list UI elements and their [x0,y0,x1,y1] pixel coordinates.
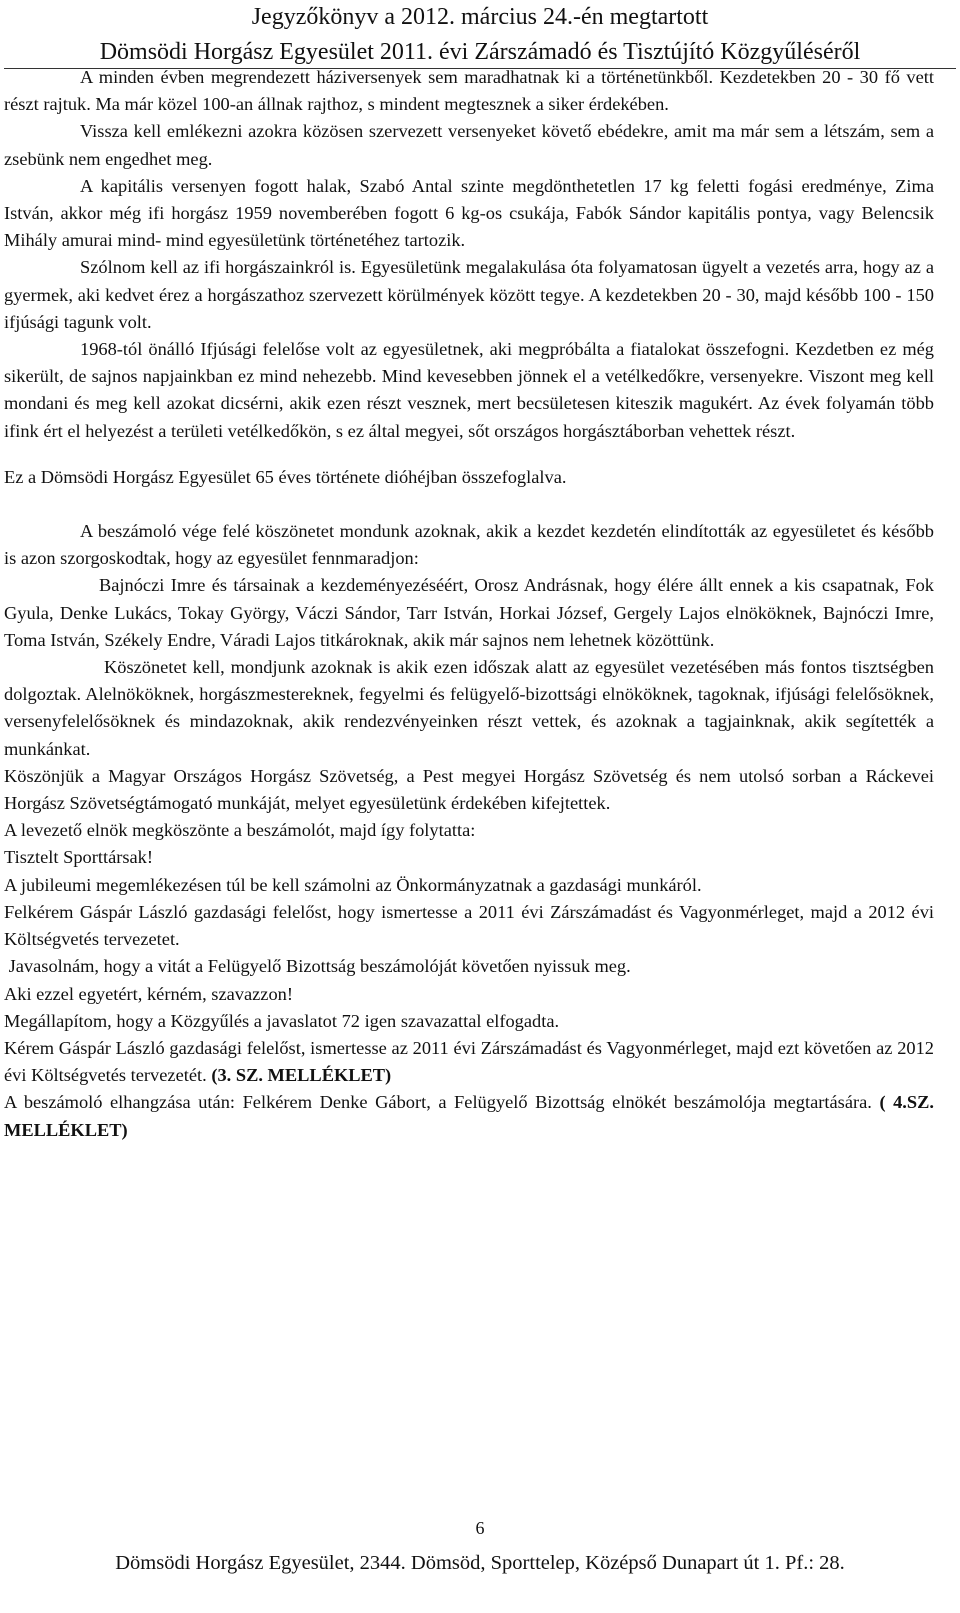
paragraph-annex-3 [4,1035,934,1089]
page-footer [0,1516,960,1578]
paragraph-annex-4 [4,1089,934,1143]
paragraph-founders: Bajnóczi Imre és társainak a kezdeményezéséért, Orosz Andrásnak, hogy élére állt ennek a kis csapatnak, Fok Gyula, Denke Lukács, Tokay György, Váczi Sándor, Tarr István, Horkai József, Gergely Lajos elnököknek, Bajnóczi Imre, Toma István, Székely Endre, Váradi Lajos titkároknak, akik már sajnos nem lehetnek közöttünk. [4,575,934,650]
paragraph-history-summary: Ez a Dömsödi Horgász Egyesület 65 éves története dióhéjban összefoglalva. [4,466,567,487]
page-number: 6 [475,1518,485,1538]
paragraph-economic-report: A jubileumi megemlékezésen túl be kell számolni az Önkormányzatnak a gazdasági munkáról. [4,874,702,895]
page-header [0,0,960,70]
paragraph-junior-anglers: Szólnom kell az ifi horgászainkról is. Egyesületünk megalakulása óta folyamatosan ügyelt a vezetés arra, hogy az a gyermek, aki kedvet érez a horgászathoz szervezett körülmények között tegye. A kezdetekben 20 - 30, majd később 100 - 150 ifjúsági tagunk volt. [4,257,934,332]
paragraph-federations-thanks: Köszönjük a Magyar Országos Horgász Szövetség, a Pest megyei Horgász Szövetség és nem utolsó sorban a Ráckevei Horgász Szövetségtámogató munkáját, melyet egyesületünk érdekében kifejtettek. [4,765,934,814]
paragraph-vote-result: Megállapítom, hogy a Közgyűlés a javaslatot 72 igen szavazattal elfogadta. [4,1010,560,1031]
annex-3-text: Kérem Gáspár László gazdasági felelőst, ismertesse az 2011 évi Zárszámadást és Vagyonmérleget, majd ezt követően az 2012 évi Költségvetés tervezetét. [4,1037,934,1086]
paragraph-house-competitions: A minden évben megrendezett háziversenyek sem maradhatnak ki a történetünkből. Kezdetekben 20 - 30 fő vett részt rajtuk. Ma már közel 100-an állnak rajthoz, s mindent megtesznek a siker érdekében. [4,67,934,115]
paragraph-officers-thanks: Köszönetet kell, mondjunk azoknak is akik ezen időszak alatt az egyesület vezetésében más fontos tisztségben dolgoztak. Alelnököknek, horgászmestereknek, fegyelmi és felügyelő-bizottsági elnököknek, tagoknak, ifjúsági felelősöknek, versenyfelelősöknek és mindazoknak, akik rendezvényeinken részt vettek, és azoknak a tagjainknak, akik segítették a munkánkat. [4,657,934,759]
paragraph-call-to-vote: Aki ezzel egyetért, kérném, szavazzon! [4,983,293,1004]
paragraph-youth-officer: 1968-tól önálló Ifjúsági felelőse volt az egyesületnek, aki megpróbálta a fiatalokat összefogni. Kezdetben ez még sikerült, de sajnos napjainkban ez mind nehezebb. Mind kevesebben jönnek el a vetélkedőkre, versenyekre. Viszont meg kell mondani és meg kell azokat dicsérni, akik ezen részt vesznek, mert becsületesen kiteszik magukért. Az évek folyamán több ifink ért el helyezést a területi vetélkedőkön, s ez által megyei, sőt országos horgásztáborban vehettek részt. [4,339,934,441]
paragraph-chair-continues: A levezető elnök megköszönte a beszámolót, majd így folytatta: [4,820,476,841]
paragraph-lunches: Vissza kell emlékezni azokra közösen szervezett versenyeket követő ebédekre, amit ma már sem a létszám, sem a zsebünk nem engedhet meg. [4,121,934,169]
paragraph-debate-proposal: Javasolnám, hogy a vitát a Felügyelő Bizottság beszámolóját követően nyissuk meg. [4,956,631,977]
header-title-line-2: Dömsödi Horgász Egyesület 2011. évi Zárszámadó és Tisztújító Közgyűléséről [99,39,861,65]
annex-4-text: A beszámoló elhangzása után: Felkérem Denke Gábort, a Felügyelő Bizottság elnökét beszámolója megtartására. [4,1092,880,1113]
paragraph-trophy-fish: A kapitális versenyen fogott halak, Szabó Antal szinte megdönthetetlen 17 kg feletti fogási eredménye, Zima István, akkor még ifi horgász 1959 novemberében fogott 6 kg-os csukája, Fabók Sándor kapitális pontya, vagy Belencsik Mihály amurai mind- mind egyesületünk történetéhez tartozik. [4,175,934,251]
annex-4-label: ( 4.SZ. MELLÉKLET) [4,1092,935,1140]
paragraph-request-accounts: Felkérem Gáspár László gazdasági felelőst, hogy ismertesse a 2011 évi Zárszámadást és Vagyonmérleget, majd a 2012 évi Költségvetés tervezetet. [4,901,934,950]
footer-address: Dömsödi Horgász Egyesület, 2344. Dömsöd, Sporttelep, Középső Dunapart út 1. Pf.: 28. [115,1552,845,1574]
paragraph-thanks-intro: A beszámoló vége felé köszönetet mondunk azoknak, akik a kezdet kezdetén elindították az egyesületet és később is azon szorgoskodtak, hogy az egyesület fennmaradjon: [4,521,934,569]
header-title-line-1: Jegyzőkönyv a 2012. március 24.-én megtartott [251,4,709,30]
annex-3-label: (3. SZ. MELLÉKLET) [211,1065,392,1086]
paragraph-greeting: Tisztelt Sporttársak! [4,847,153,868]
document-body [4,64,934,1144]
